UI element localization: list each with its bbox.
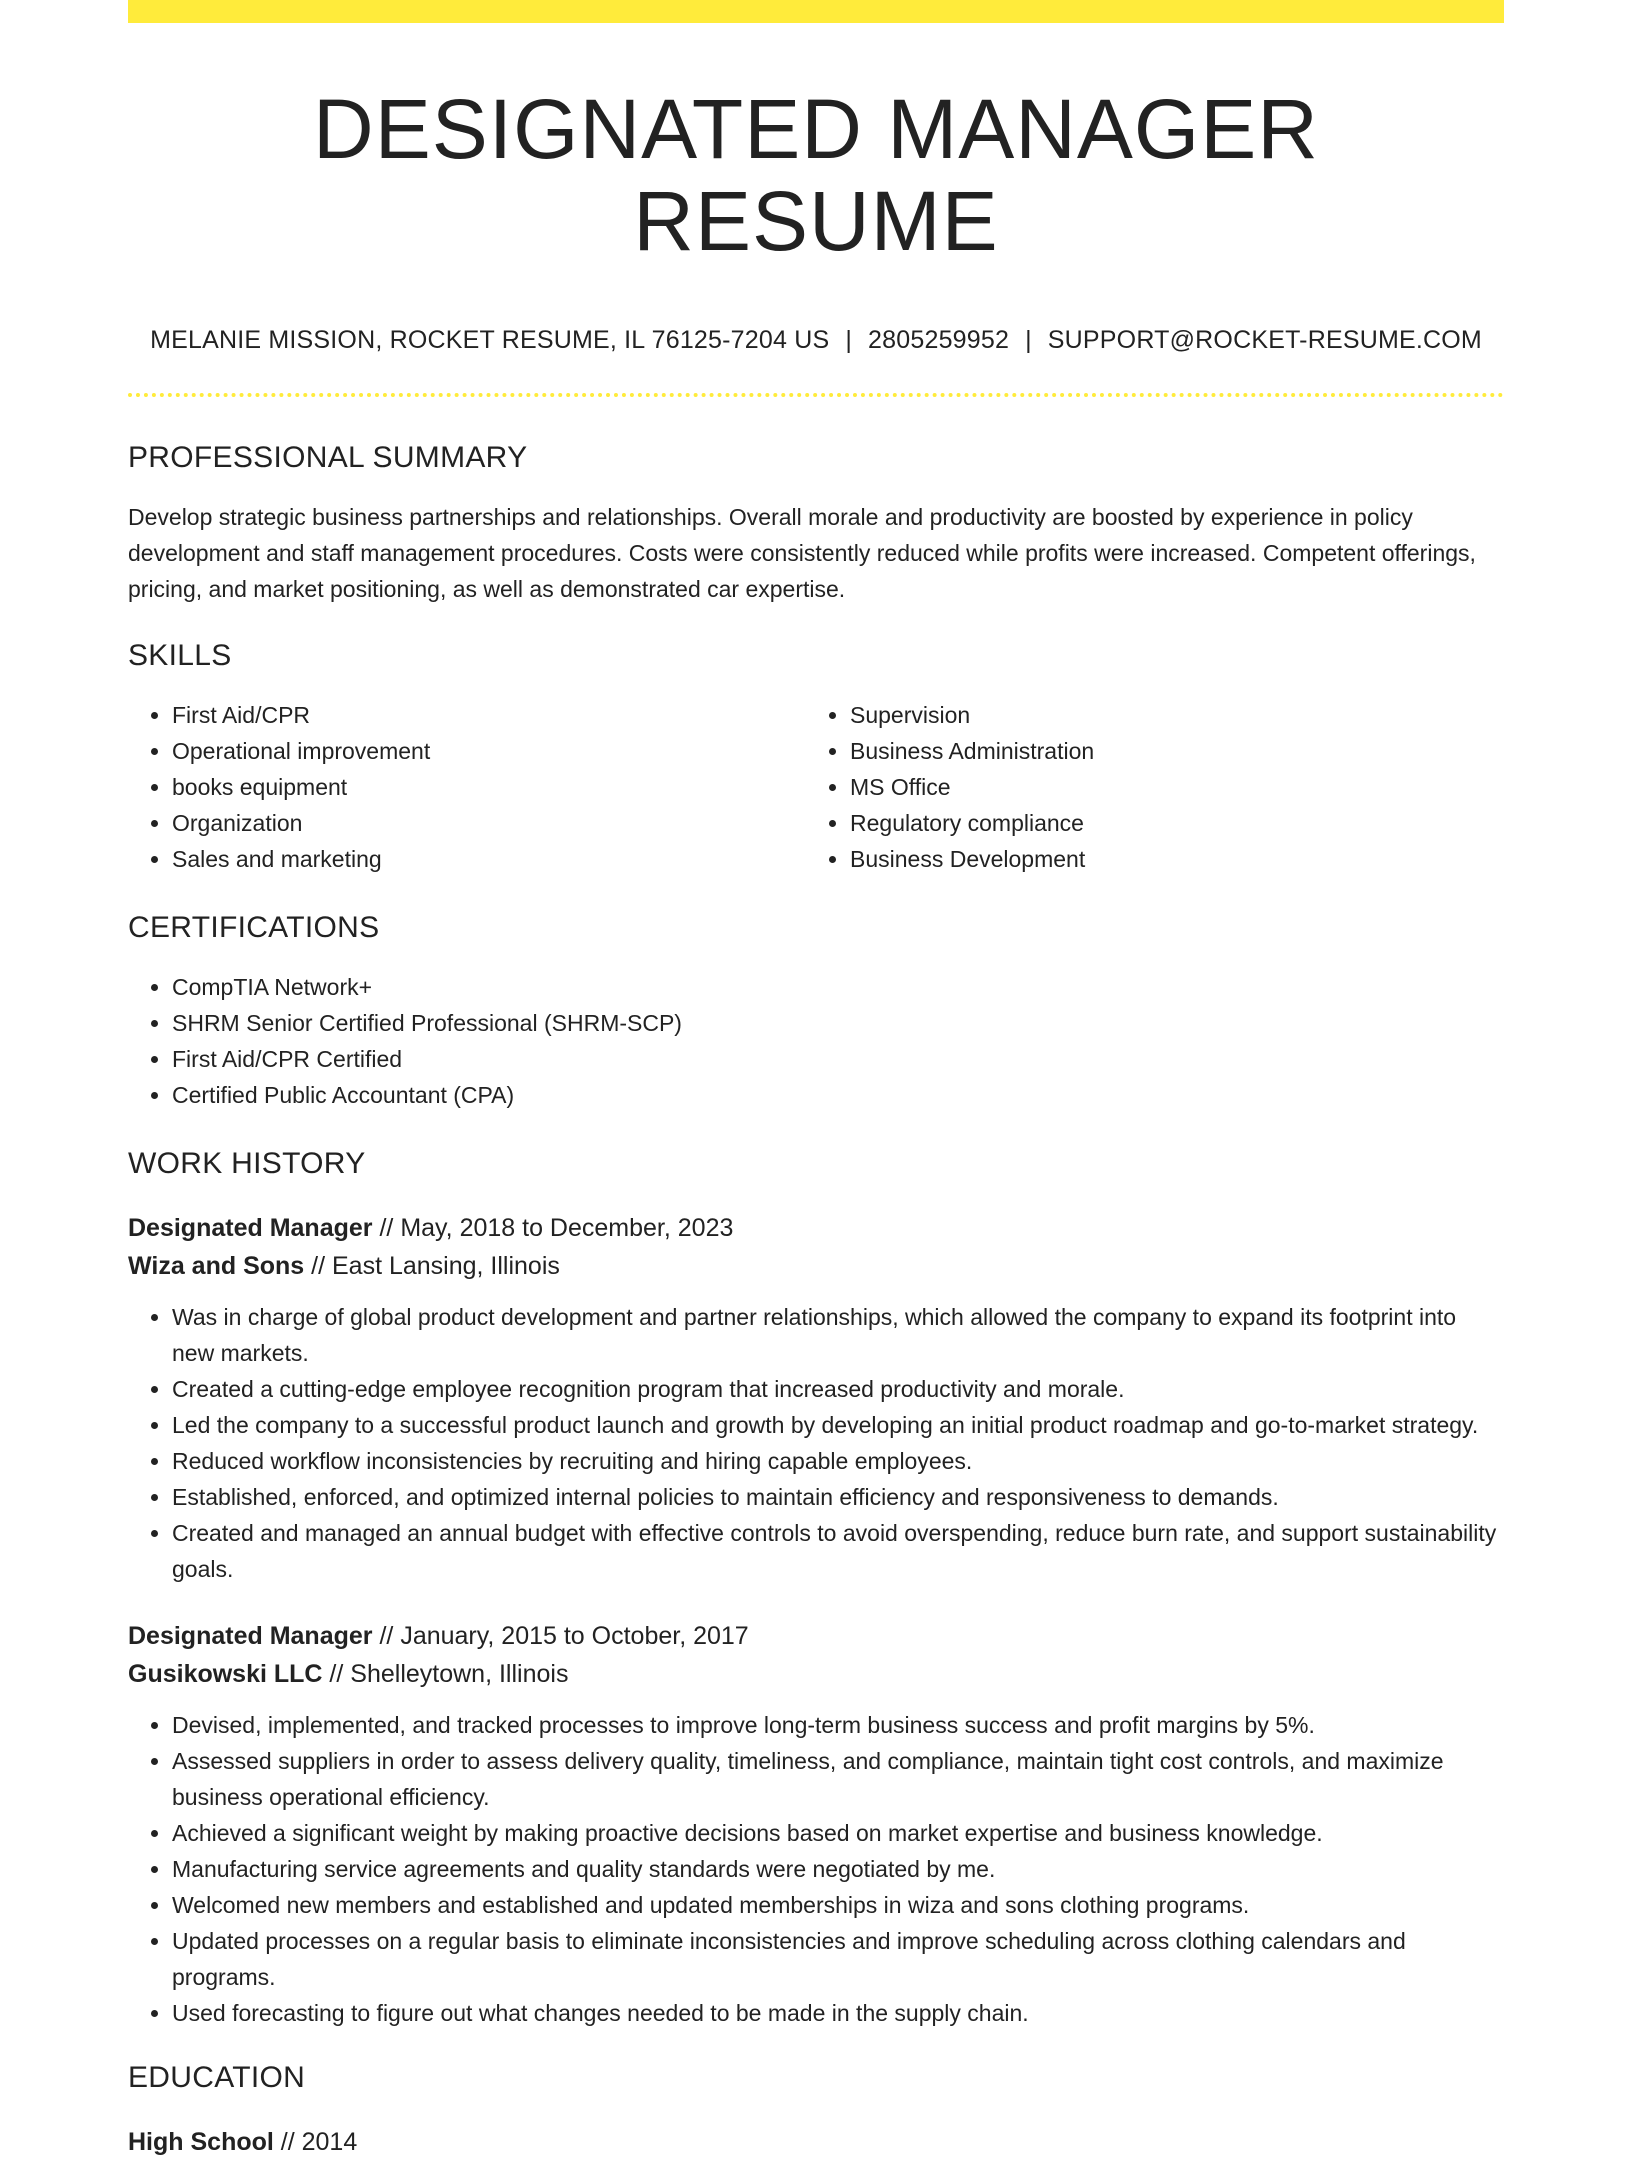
skill-item: • Business Administration: [850, 733, 1484, 769]
job-company: Gusikowski LLC: [128, 1659, 323, 1688]
work-history-heading: WORK HISTORY: [128, 1146, 366, 1180]
skill-item: • Operational improvement: [172, 733, 806, 769]
certifications-list: [128, 969, 1504, 1113]
separator: //: [273, 2127, 302, 2156]
job-bullet: • Established, enforced, and optimized internal policies to maintain efficiency and responsiveness to demands.: [172, 1479, 1504, 1515]
job-dates: May, 2018 to December, 2023: [400, 1213, 734, 1242]
contact-phone: 2805259952: [868, 325, 1010, 354]
job-title-line: [128, 1209, 1504, 1247]
job-bullet: • Created and managed an annual budget with effective controls to avoid overspending, reduce burn rate, and support sustainability goals.: [172, 1515, 1504, 1587]
certification-item: • First Aid/CPR Certified: [172, 1041, 1504, 1077]
job-bullet: • Manufacturing service agreements and quality standards were negotiated by me.: [172, 1851, 1504, 1887]
page-title: DESIGNATED MANAGER RESUME: [313, 82, 1319, 269]
job-bullet: • Updated processes on a regular basis to eliminate inconsistencies and improve scheduling across clothing calendars and programs.: [172, 1923, 1504, 1995]
job-title-line: [128, 1617, 1504, 1655]
job-company: Wiza and Sons: [128, 1251, 305, 1280]
job-bullets: [128, 1707, 1504, 2031]
resume-page: [128, 0, 1504, 2161]
job-bullets: [128, 1299, 1504, 1587]
job-company-line: [128, 1247, 1504, 1285]
contact-email: SUPPORT@ROCKET-RESUME.COM: [1047, 325, 1482, 354]
job-bullet: • Welcomed new members and established and updated memberships in wiza and sons clothing programs.: [172, 1887, 1504, 1923]
job-bullet: • Achieved a significant weight by making proactive decisions based on market expertise and business knowledge.: [172, 1815, 1504, 1851]
separator: //: [322, 1659, 351, 1688]
certification-item: • CompTIA Network+: [172, 969, 1504, 1005]
certification-item: • Certified Public Accountant (CPA): [172, 1077, 1504, 1113]
skill-item: • First Aid/CPR: [172, 697, 806, 733]
skill-item: • Supervision: [850, 697, 1484, 733]
skill-item: • books equipment: [172, 769, 806, 805]
separator: //: [372, 1213, 401, 1242]
header-divider: [128, 393, 1504, 397]
education-year: 2014: [301, 2127, 358, 2156]
skill-item: • MS Office: [850, 769, 1484, 805]
contact-address: MELANIE MISSION, ROCKET RESUME, IL 76125-7204 US: [150, 325, 830, 354]
skill-item: • Sales and marketing: [172, 841, 806, 877]
certifications-heading: CERTIFICATIONS: [128, 910, 380, 944]
contact-line: [128, 326, 1504, 355]
job-bullet: • Led the company to a successful product launch and growth by developing an initial product roadmap and go-to-market strategy.: [172, 1407, 1504, 1443]
skill-item: • Organization: [172, 805, 806, 841]
job-dates: January, 2015 to October, 2017: [400, 1621, 749, 1650]
skills-column-right: [806, 697, 1484, 877]
job-bullet: • Devised, implemented, and tracked processes to improve long-term business success and profit margins by 5%.: [172, 1707, 1504, 1743]
skills-column-left: [128, 697, 806, 877]
job-bullet: • Was in charge of global product development and partner relationships, which allowed the company to expand its footprint into new markets.: [172, 1299, 1504, 1371]
job-bullet: • Created a cutting-edge employee recognition program that increased productivity and morale.: [172, 1371, 1504, 1407]
education-line: [128, 2123, 1504, 2161]
top-accent-bar: [128, 0, 1504, 23]
education-degree: High School: [128, 2127, 274, 2156]
separator: //: [304, 1251, 332, 1280]
education-heading: EDUCATION: [128, 2060, 306, 2094]
job-bullet: • Reduced workflow inconsistencies by recruiting and hiring capable employees.: [172, 1443, 1504, 1479]
summary-text: Develop strategic business partnerships and relationships. Overall morale and productivity are boosted by experience in policy development and staff management procedures. Costs were consistently reduced while profits were increased. Competent offerings, pricing, and market positioning, as well as demonstrated car expertise.: [128, 503, 1476, 602]
summary-heading: PROFESSIONAL SUMMARY: [128, 440, 528, 474]
job-bullet: • Assessed suppliers in order to assess delivery quality, timeliness, and compliance, maintain tight cost controls, and maximize business operational efficiency.: [172, 1743, 1504, 1815]
skill-item: • Business Development: [850, 841, 1484, 877]
skills-heading: SKILLS: [128, 638, 232, 672]
job-title: Designated Manager: [128, 1621, 373, 1650]
contact-separator: |: [845, 325, 853, 354]
job-bullet: • Used forecasting to figure out what changes needed to be made in the supply chain.: [172, 1995, 1504, 2031]
contact-separator: |: [1025, 325, 1032, 354]
job-location: East Lansing, Illinois: [331, 1251, 560, 1280]
job-company-line: [128, 1655, 1504, 1693]
skill-item: • Regulatory compliance: [850, 805, 1484, 841]
job-location: Shelleytown, Illinois: [350, 1659, 569, 1688]
skills-grid: [128, 697, 1504, 877]
separator: //: [372, 1621, 401, 1650]
certification-item: • SHRM Senior Certified Professional (SHRM-SCP): [172, 1005, 1504, 1041]
job-title: Designated Manager: [128, 1213, 373, 1242]
